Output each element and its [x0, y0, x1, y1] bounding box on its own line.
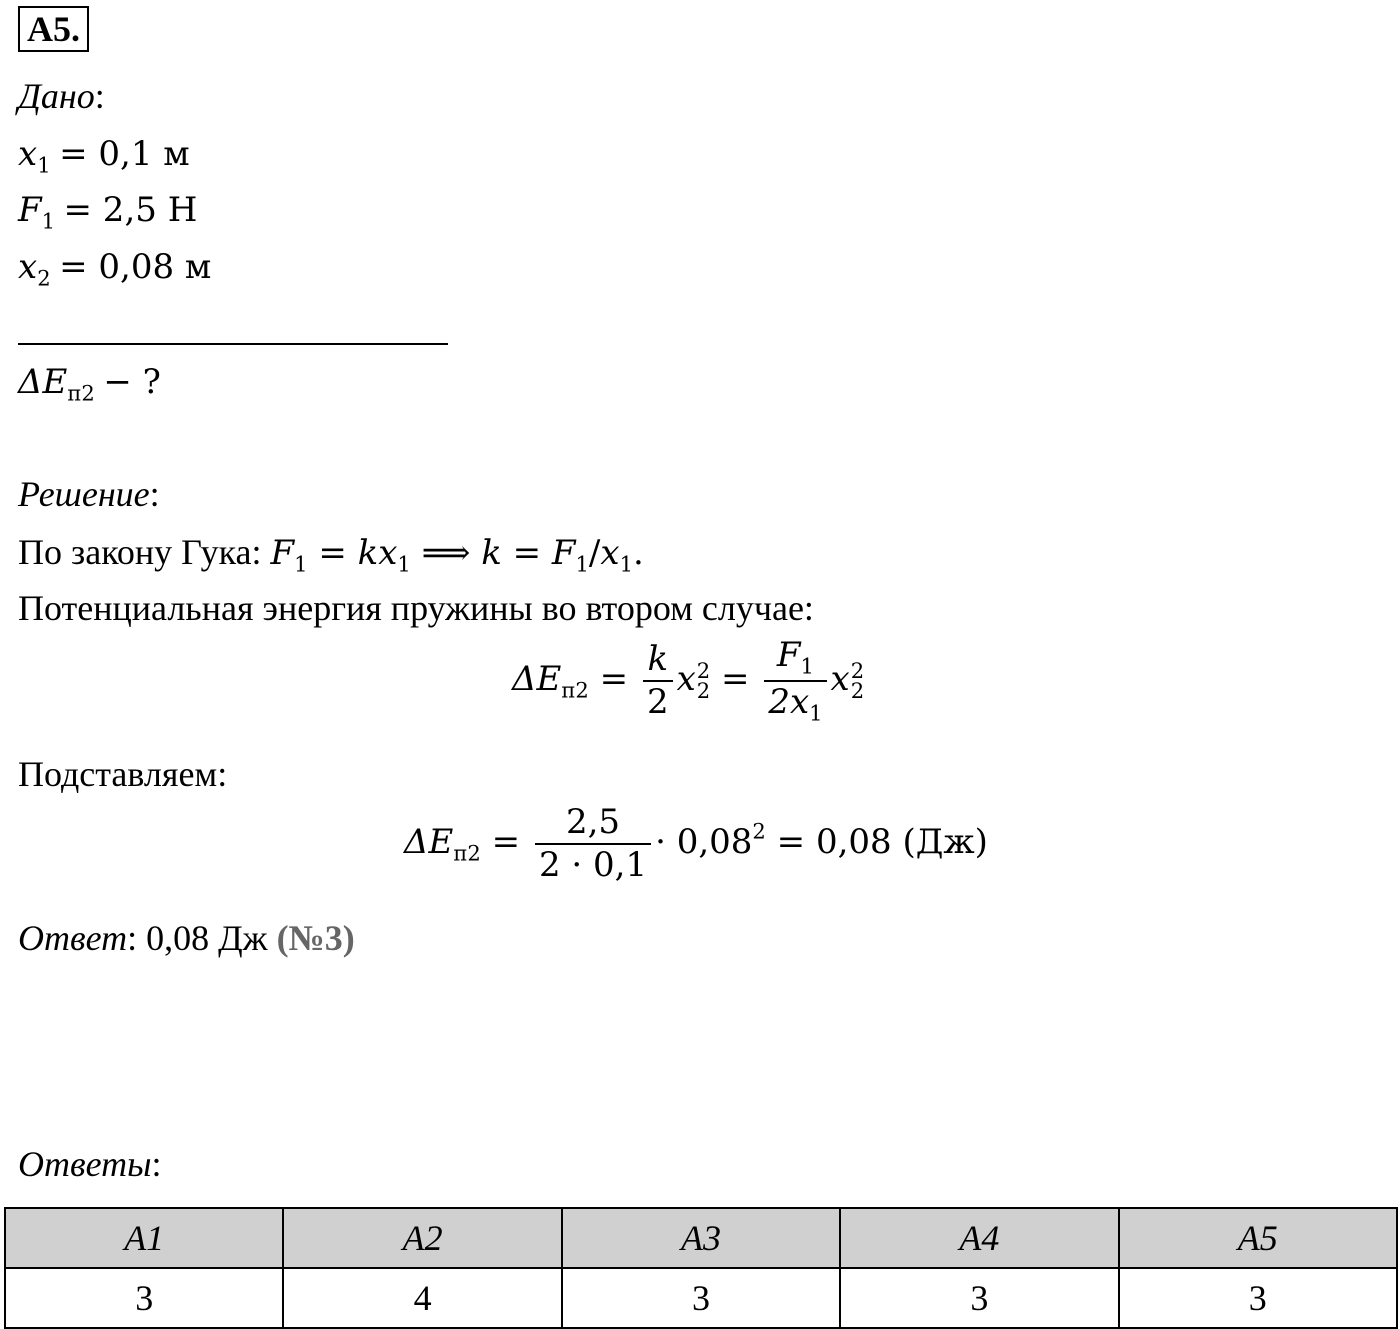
fraction-calculation: $\frac{2,5}{2 \cdot 0,1}$ [535, 805, 651, 883]
answers-header-cell: A1 [5, 1208, 283, 1268]
substitute-text: Подставляем: [18, 754, 228, 794]
answers-value-cell: 3 [562, 1268, 840, 1328]
answers-header-row [5, 1208, 1397, 1268]
answers-value-cell: 3 [1119, 1268, 1397, 1328]
given-line-1: $x_1 = 0,1$ м [18, 134, 190, 178]
answers-table [4, 1207, 1398, 1329]
answers-header-cell: A2 [283, 1208, 561, 1268]
answers-value-cell: 3 [5, 1268, 283, 1328]
answers-value-row [5, 1268, 1397, 1328]
problem-label: А5. [18, 6, 89, 52]
find-line: $\Delta E_{п2}$ − ? [18, 362, 161, 406]
answers-heading: Ответы: [18, 1144, 162, 1184]
answers-header-cell: A5 [1119, 1208, 1397, 1268]
given-line-2: $F_1 = 2,5$ Н [18, 190, 198, 234]
answers-value-cell: 4 [283, 1268, 561, 1328]
solution-heading: Решение: [18, 474, 160, 514]
answer-line: Ответ: 0,08 Дж (№3) [18, 918, 355, 958]
answers-header-cell: A4 [840, 1208, 1118, 1268]
fraction-k-over-2: $\frac{k}{2}$ [643, 642, 673, 720]
answer-reference: (№3) [276, 918, 355, 958]
fraction-f1-over-2x1: $\frac{F_1}{2x_1}$ [764, 638, 826, 724]
potential-energy-text: Потенциальная энергия пружины во втором случае: [18, 588, 814, 628]
given-heading: Дано: [18, 76, 105, 116]
answers-value-cell: 3 [840, 1268, 1118, 1328]
hooke-law-line: По закону Гука: $F_1 = kx_1$ ⟹ $k = F_1/x_1$. [18, 532, 644, 577]
formula-potential-energy: $\Delta E_{п2}$ = $\frac{k}{2}$ x 2 2 = $\frac{F_1}{2x_1}$ x 2 2 [512, 635, 865, 725]
given-line-3: $x_2 = 0,08$ м [18, 247, 212, 291]
answers-header-cell: A3 [562, 1208, 840, 1268]
given-divider [18, 343, 448, 345]
formula-calculation: $\Delta E_{п2}$ = $\frac{2,5}{2 \cdot 0,1}$ · $0,08^2 = 0,08$ (Дж) [404, 802, 988, 885]
